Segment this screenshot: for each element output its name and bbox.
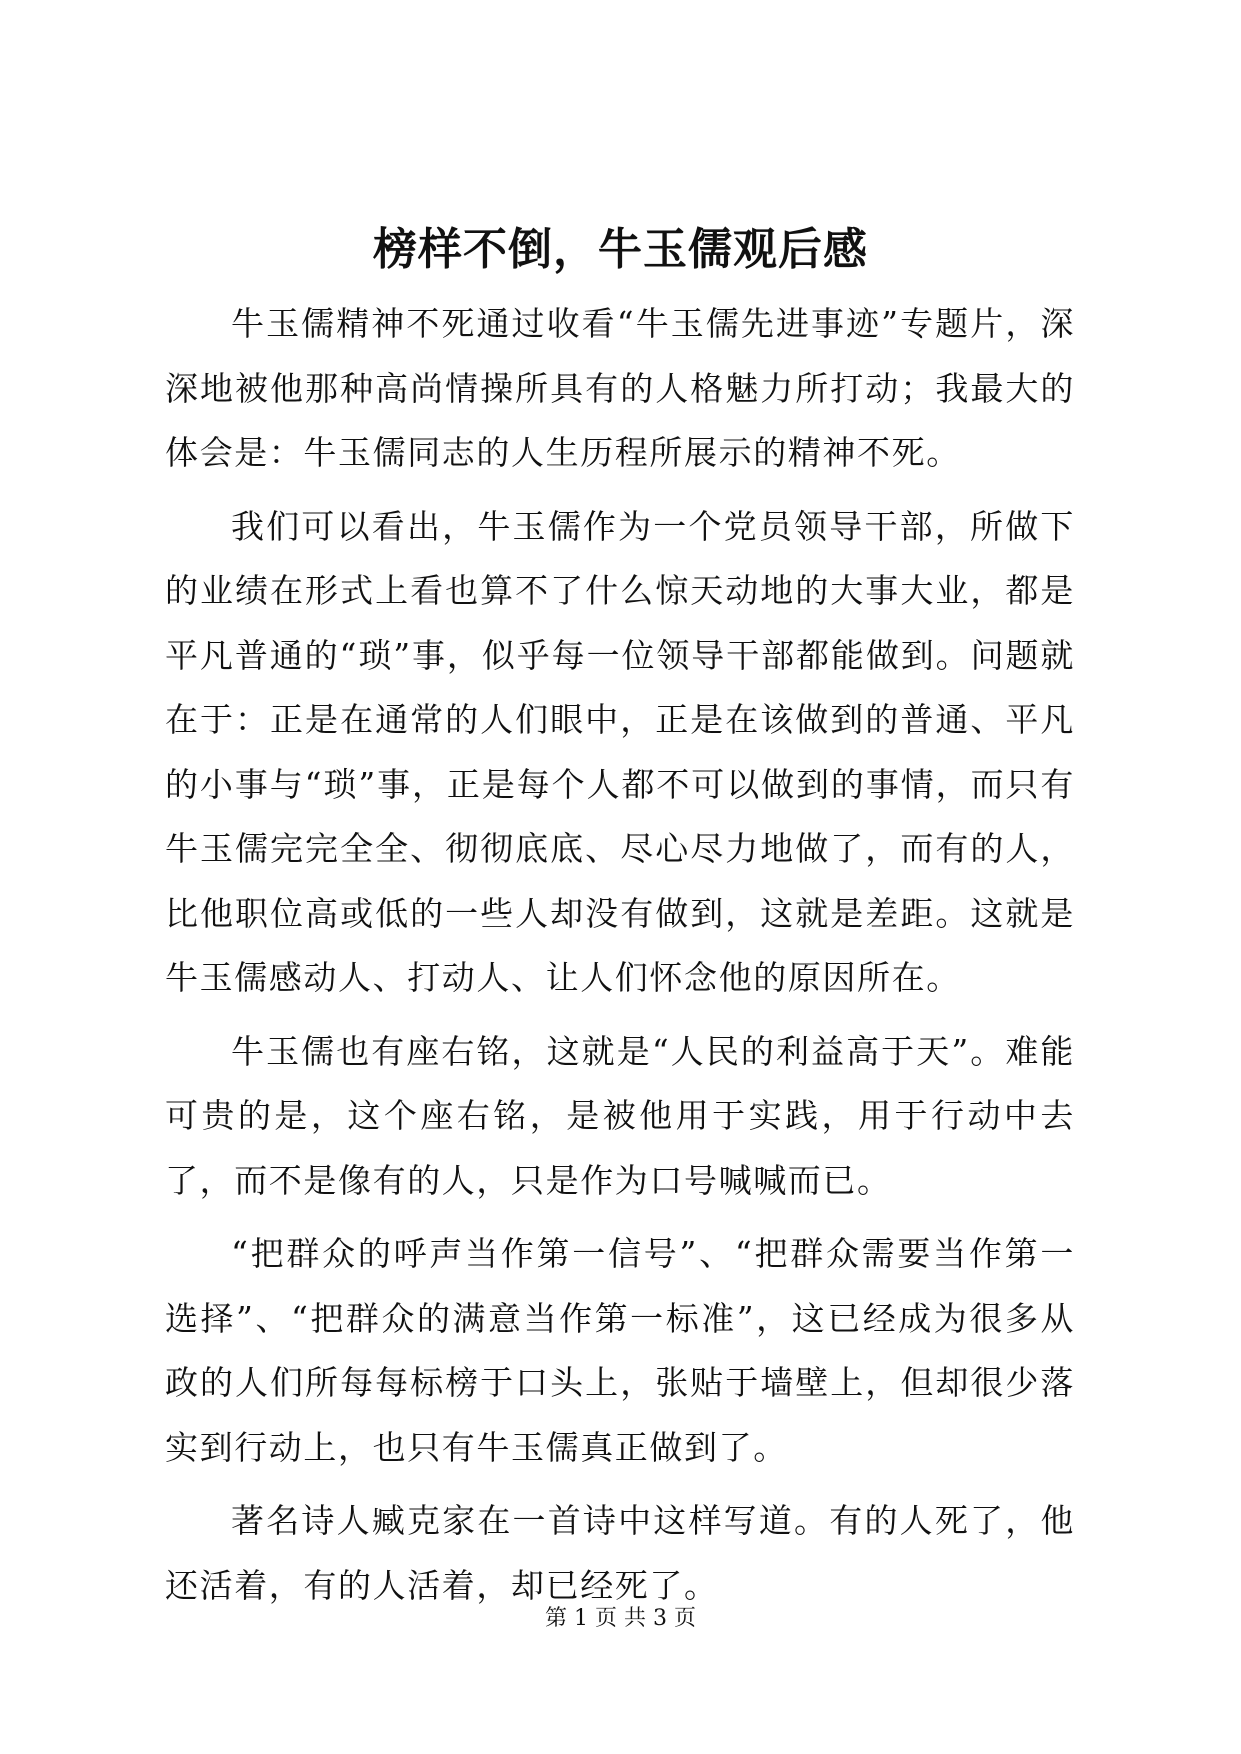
paragraph-2: 我们可以看出，牛玉儒作为一个党员领导干部，所做下的业绩在形式上看也算不了什么惊天动地的大事大业，都是平凡普通的“琐”事，似乎每一位领导干部都能做到。问题就在于：正是在通常的人们眼中，正是在该做到的普通、平凡的小事与“琐”事，正是每个人都不可以做到的事情，而只有牛玉儒完完全全、彻彻底底、尽心尽力地做了，而有的人，比他职位高或低的一些人却没有做到，这就是差距。这就是牛玉儒感动人、打动人、让人们怀念他的原因所在。 xyxy=(165,506,1075,997)
paragraph-3: 牛玉儒也有座右铭，这就是“人民的利益高于天”。难能可贵的是，这个座右铭，是被他用于实践，用于行动中去了，而不是像有的人，只是作为口号喊喊而已。 xyxy=(165,1031,1075,1200)
paragraph-4: “把群众的呼声当作第一信号”、“把群众需要当作第一选择”、“把群众的满意当作第一标准”，这已经成为很多从政的人们所每每标榜于口头上，张贴于墙壁上，但却很少落实到行动上，也只有牛玉儒真正做到了。 xyxy=(165,1234,1075,1467)
document-body xyxy=(165,292,1075,1627)
document-title: 榜样不倒，牛玉儒观后感 xyxy=(373,224,868,275)
paragraph-1: 牛玉儒精神不死通过收看“牛玉儒先进事迹”专题片，深深地被他那种高尚情操所具有的人格魅力所打动；我最大的体会是：牛玉儒同志的人生历程所展示的精神不死。 xyxy=(165,304,1075,472)
page-number-footer: 第 1 页 共 3 页 xyxy=(545,1606,696,1631)
paragraph-5: 著名诗人臧克家在一首诗中这样写道。有的人死了，他还活着，有的人活着，却已经死了。 xyxy=(165,1501,1075,1605)
